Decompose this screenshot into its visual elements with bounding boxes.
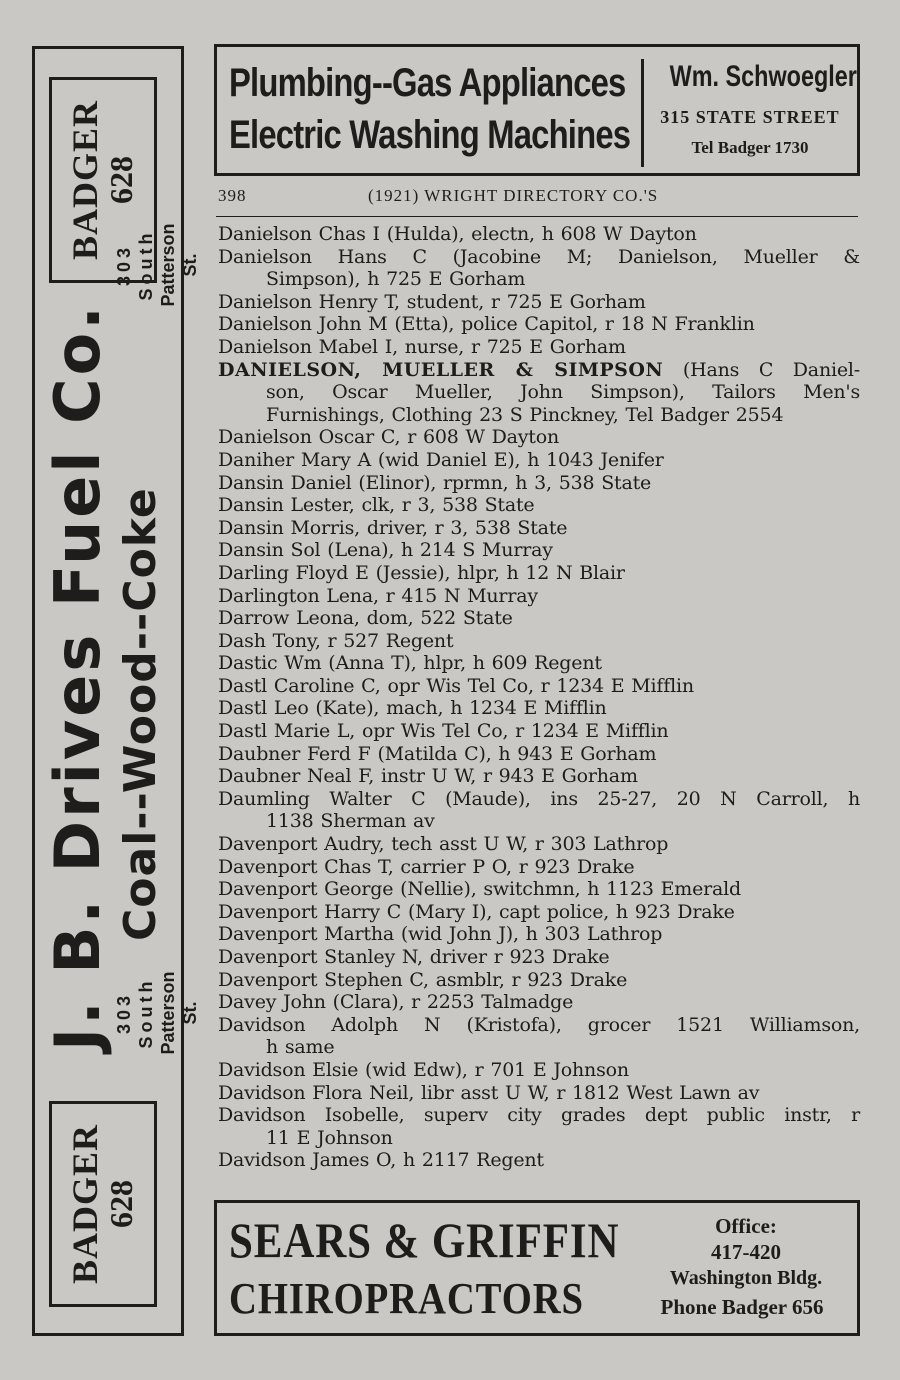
advert-line1: Plumbing--Gas Appliances xyxy=(229,61,626,105)
entry-continuation: 11 E Johnson xyxy=(266,1126,393,1149)
badger-number: 628 xyxy=(103,1180,140,1228)
advertiser-street: 315 STATE STREET xyxy=(660,107,840,127)
entry-line: DANIELSON, MUELLER & SIMPSON (Hans C Daniel- xyxy=(218,358,860,381)
directory-entry xyxy=(218,743,860,766)
entry-line: Danielson Mabel I, nurse, r 725 E Gorham xyxy=(218,335,626,358)
advertiser-tel: Tel Badger 1730 xyxy=(691,138,809,157)
page-header xyxy=(218,186,856,210)
directory-entry xyxy=(218,359,860,427)
chiropractors-advert xyxy=(214,1200,860,1336)
directory-entry xyxy=(218,426,860,449)
directory-entry xyxy=(218,336,860,359)
fuel-products: Coal--Wood--Coke xyxy=(115,487,166,941)
page-number: 398 xyxy=(218,186,247,205)
entry-line: Davenport Audry, tech asst U W, r 303 Lathrop xyxy=(218,833,669,856)
directory-entry xyxy=(218,1104,860,1149)
entry-line: Daumling Walter C (Maude), ins 25-27, 20 N Carroll, h xyxy=(218,787,860,810)
address-line2: Patterson St. xyxy=(158,223,200,307)
office-label: Office: xyxy=(715,1214,777,1238)
directory-entry xyxy=(218,539,860,562)
directory-entry xyxy=(218,291,860,314)
directory-entry xyxy=(218,517,860,540)
entry-continuation: 1138 Sherman av xyxy=(266,810,435,833)
entry-line: Dash Tony, r 527 Regent xyxy=(218,629,454,652)
entry-line: Davenport Stanley N, driver r 923 Drake xyxy=(218,946,610,968)
directory-entries xyxy=(218,223,860,1172)
directory-entry xyxy=(218,833,860,856)
plumbing-advert-contact xyxy=(647,55,857,158)
entry-line: Dastl Leo (Kate), mach, h 1234 E Mifflin xyxy=(218,697,607,720)
fuel-company-name: J. B. Drives Fuel Co. xyxy=(41,303,114,1051)
entry-line: Davidson James O, h 2117 Regent xyxy=(218,1149,544,1172)
directory-entry xyxy=(218,449,860,472)
entry-line: Darlington Lena, r 415 N Murray xyxy=(218,584,538,607)
directory-entry xyxy=(218,1149,860,1172)
advertiser-name: Wm. Schwoegler xyxy=(669,60,857,93)
entry-line: Daniher Mary A (wid Daniel E), h 1043 Jenifer xyxy=(218,448,664,471)
directory-entry xyxy=(218,652,860,675)
address-line1: 303 South xyxy=(114,229,156,301)
badger-word: BADGER xyxy=(65,99,106,261)
entry-line: Davenport Martha (wid John J), h 303 Lathrop xyxy=(218,923,663,946)
badger-phone-box-bottom xyxy=(49,1101,157,1307)
entry-line: Dansin Sol (Lena), h 214 S Murray xyxy=(218,539,553,562)
directory-entry xyxy=(218,675,860,698)
chiropractor-name: SEARS & GRIFFIN xyxy=(229,1212,620,1268)
directory-entry xyxy=(218,991,860,1014)
entry-line: Dansin Morris, driver, r 3, 538 State xyxy=(218,516,568,539)
address-line2: Patterson St. xyxy=(158,971,200,1055)
directory-entry xyxy=(218,788,860,833)
entry-line: Davenport Harry C (Mary I), capt police, h 923 Drake xyxy=(218,900,735,923)
entry-line: Dansin Daniel (Elinor), rprmn, h 3, 538 State xyxy=(218,471,652,494)
chiropractor-profession: CHIROPRACTORS xyxy=(229,1274,584,1323)
plumbing-advert xyxy=(214,44,860,176)
directory-entry xyxy=(218,562,860,585)
entry-line: Davidson Elsie (wid Edw), r 701 E Johnson xyxy=(218,1058,629,1081)
entry-line: Danielson Henry T, student, r 725 E Gorham xyxy=(218,290,646,313)
entry-line: Danielson John M (Etta), police Capitol, r 18 N Franklin xyxy=(218,313,755,336)
directory-entry xyxy=(218,1014,860,1059)
directory-entry xyxy=(218,472,860,495)
address-line1: 303 South xyxy=(114,977,156,1049)
directory-entry xyxy=(218,901,860,924)
badger-word: BADGER xyxy=(65,1123,106,1285)
advert-line2: Electric Washing Machines xyxy=(229,113,631,157)
badger-phone-box-top xyxy=(49,77,157,283)
directory-entry xyxy=(218,630,860,653)
fuel-address-bottom xyxy=(113,965,201,1061)
directory-entry xyxy=(218,223,860,246)
office-phone: Phone Badger 656 xyxy=(660,1295,824,1319)
directory-entry xyxy=(218,494,860,517)
entry-continuation: son, Oscar Mueller, John Simpson), Tailors Men's xyxy=(266,381,860,404)
entry-continuation: Simpson), h 725 E Gorham xyxy=(266,268,526,291)
entry-line: Davenport Chas T, carrier P O, r 923 Drake xyxy=(218,855,635,878)
directory-entry xyxy=(218,585,860,608)
entry-line: Dastl Caroline C, opr Wis Tel Co, r 1234 E Mifflin xyxy=(218,674,694,697)
entry-line: Daubner Ferd F (Matilda C), h 943 E Gorham xyxy=(218,742,657,765)
entry-line: Davidson Flora Neil, libr asst U W, r 1812 West Lawn av xyxy=(218,1081,760,1104)
firm-name: DANIELSON, MUELLER & SIMPSON xyxy=(218,358,664,381)
entry-line: Davidson Adolph N (Kristofa), grocer 1521 Williamson, xyxy=(218,1013,860,1036)
entry-line: Davey John (Clara), r 2253 Talmadge xyxy=(218,991,574,1014)
directory-entry xyxy=(218,246,860,291)
entry-line: Danielson Chas I (Hulda), electn, h 608 W Dayton xyxy=(218,223,697,245)
fuel-company-advert xyxy=(32,46,200,1336)
entry-line: Daubner Neal F, instr U W, r 943 E Gorham xyxy=(218,765,638,788)
plumbing-advert-headline xyxy=(229,57,631,161)
entry-line: Darling Floyd E (Jessie), hlpr, h 12 N Blair xyxy=(218,561,625,584)
fuel-advert-rotated-content xyxy=(35,49,200,1333)
directory-entry xyxy=(218,923,860,946)
entry-line: Davidson Isobelle, superv city grades dept public instr, r xyxy=(218,1104,860,1127)
directory-entry xyxy=(218,946,860,969)
entry-line: Darrow Leona, dom, 522 State xyxy=(218,607,513,630)
office-rooms: 417-420 xyxy=(711,1240,781,1264)
directory-entry xyxy=(218,856,860,879)
entry-line: Davenport Stephen C, asmblr, r 923 Drake xyxy=(218,968,628,991)
directory-entry xyxy=(218,1059,860,1082)
directory-entry xyxy=(218,878,860,901)
office-info xyxy=(635,1213,857,1291)
running-title: (1921) WRIGHT DIRECTORY CO.'S xyxy=(368,186,659,205)
entry-line: Davenport George (Nellie), switchmn, h 1123 Emerald xyxy=(218,878,741,901)
directory-entry xyxy=(218,697,860,720)
entry-line: Danielson Oscar C, r 608 W Dayton xyxy=(218,426,560,449)
entry-continuation: Furnishings, Clothing 23 S Pinckney, Tel Badger 2554 xyxy=(266,403,784,426)
entry-continuation: h same xyxy=(266,1036,335,1059)
entry-line: Danielson Hans C (Jacobine M; Danielson, Mueller & xyxy=(218,245,860,268)
header-rule xyxy=(216,216,858,217)
badger-number: 628 xyxy=(103,156,140,204)
directory-entry xyxy=(218,313,860,336)
entry-line: Dansin Lester, clk, r 3, 538 State xyxy=(218,494,535,517)
entry-line: Dastl Marie L, opr Wis Tel Co, r 1234 E Mifflin xyxy=(218,720,669,743)
directory-entry xyxy=(218,765,860,788)
directory-entry xyxy=(218,607,860,630)
directory-entry xyxy=(218,969,860,992)
advert-divider xyxy=(641,59,644,167)
entry-line: Dastic Wm (Anna T), hlpr, h 609 Regent xyxy=(218,652,602,675)
directory-entry xyxy=(218,1082,860,1105)
directory-entry xyxy=(218,720,860,743)
office-building: Washington Bldg. xyxy=(669,1267,823,1289)
